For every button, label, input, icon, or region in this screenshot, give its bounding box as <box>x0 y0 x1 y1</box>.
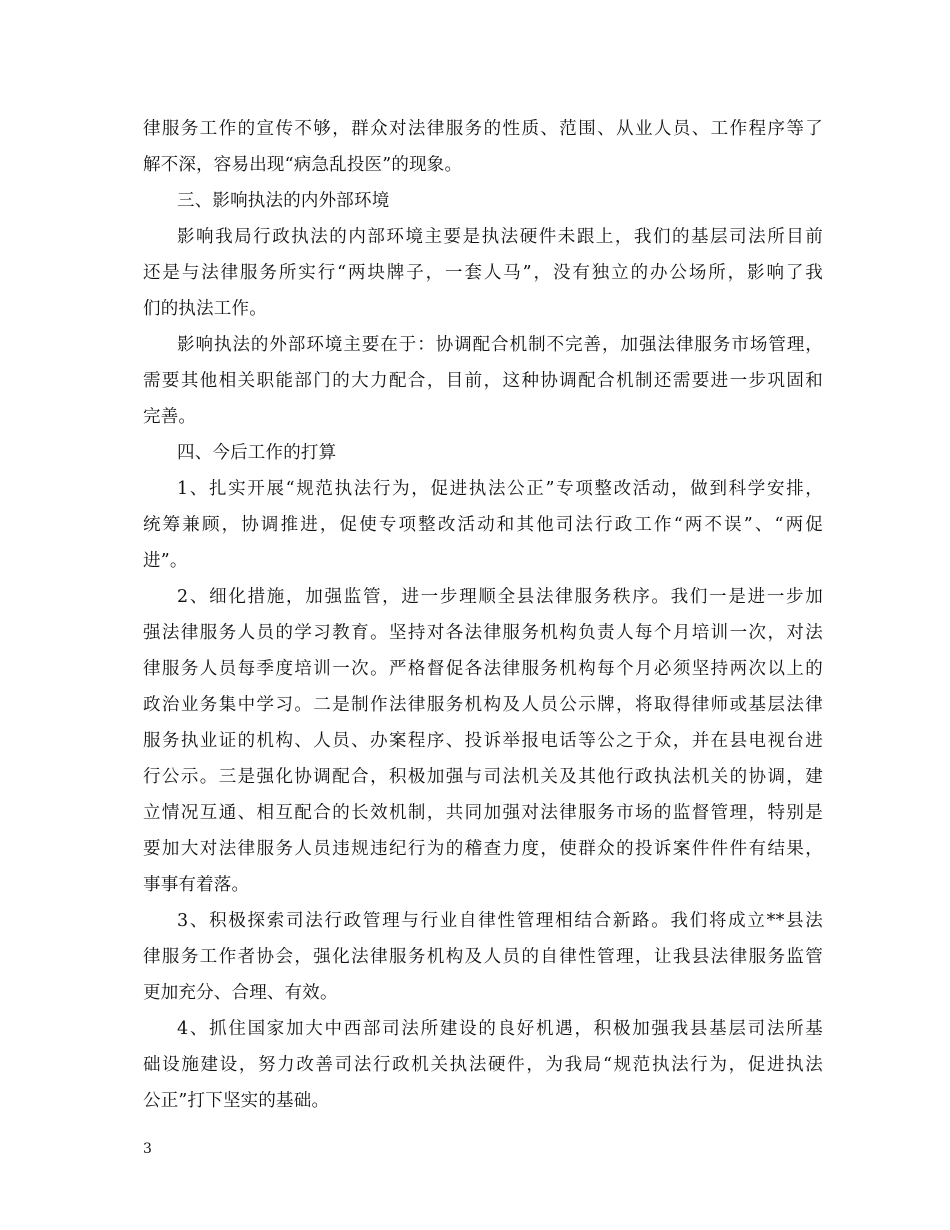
paragraph-plan-3-line: 更加充分、合理、有效。 <box>143 983 338 1003</box>
paragraph-internal-environment-line: 影响我局行政执法的内部环境主要是执法硬件未跟上，我们的基层司法所目前 <box>177 227 823 247</box>
paragraph-plan-3-line: 律服务工作者协会，强化法律服务机构及人员的自律性管理，让我县法律服务监管 <box>143 947 823 967</box>
paragraph-plan-2-line: 律服务人员每季度培训一次。严格督促各法律服务机构每个月必须坚持两次以上的 <box>143 659 823 679</box>
paragraph-plan-2-line: 要加大对法律服务人员违规违纪行为的稽查力度，使群众的投诉案件件件有结果， <box>143 839 823 859</box>
paragraph-plan-2-line: 服务执业证的机构、人员、办案程序、投诉举报电话等公之于众，并在县电视台进 <box>143 731 823 751</box>
paragraph-internal-environment-line: 们的执法工作。 <box>143 299 267 319</box>
paragraph-plan-4-line: 4、抓住国家加大中西部司法所建设的良好机遇，积极加强我县基层司法所基 <box>177 1019 823 1039</box>
paragraph-plan-4-line: 础设施建设，努力改善司法行政机关执法硬件，为我局“规范执法行为，促进执法 <box>143 1055 823 1075</box>
paragraph-plan-2-line: 强法律服务人员的学习教育。坚持对各法律服务机构负责人每个月培训一次，对法 <box>143 623 823 643</box>
paragraph-plan-3-line: 3、积极探索司法行政管理与行业自律性管理相结合新路。我们将成立**县法 <box>177 911 823 931</box>
paragraph-plan-2-line: 政治业务集中学习。二是制作法律服务机构及人员公示牌，将取得律师或基层法律 <box>143 695 823 715</box>
paragraph-plan-1-line: 进”。 <box>143 551 188 571</box>
paragraph-plan-2-line: 事事有着落。 <box>143 875 250 895</box>
paragraph-plan-4-line: 公正”打下坚实的基础。 <box>143 1091 330 1111</box>
paragraph-plan-2-line: 行公示。三是强化协调配合，积极加强与司法机关及其他行政执法机关的协调，建 <box>143 767 823 787</box>
paragraph-external-environment-line: 需要其他相关职能部门的大力配合，目前，这种协调配合机制还需要进一步巩固和 <box>143 371 823 391</box>
paragraph-internal-environment-line: 还是与法律服务所实行“两块牌子，一套人马”，没有独立的办公场所，影响了我 <box>143 263 823 283</box>
paragraph-plan-2-line: 立情况互通、相互配合的长效机制，共同加强对法律服务市场的监督管理，特别是 <box>143 803 823 823</box>
paragraph-plan-1-line: 统筹兼顾，协调推进，促使专项整改活动和其他司法行政工作“两不误”、“两促 <box>143 515 823 535</box>
section-heading: 三、影响执法的内外部环境 <box>177 191 390 211</box>
paragraph-external-environment-line: 完善。 <box>143 407 197 427</box>
paragraph-plan-1-line: 1、扎实开展“规范执法行为，促进执法公正”专项整改活动，做到科学安排， <box>177 479 823 499</box>
paragraph-plan-2-line: 2、细化措施，加强监管，进一步理顺全县法律服务秩序。我们一是进一步加 <box>177 587 823 607</box>
paragraph-publicity-line: 解不深，容易出现“病急乱投医”的现象。 <box>143 155 463 175</box>
page-number: 3 <box>143 1141 152 1157</box>
paragraph-external-environment-line: 影响执法的外部环境主要在于：协调配合机制不完善，加强法律服务市场管理， <box>177 335 823 355</box>
paragraph-publicity-line: 律服务工作的宣传不够，群众对法律服务的性质、范围、从业人员、工作程序等了 <box>143 119 823 139</box>
section-heading: 四、今后工作的打算 <box>177 443 337 463</box>
